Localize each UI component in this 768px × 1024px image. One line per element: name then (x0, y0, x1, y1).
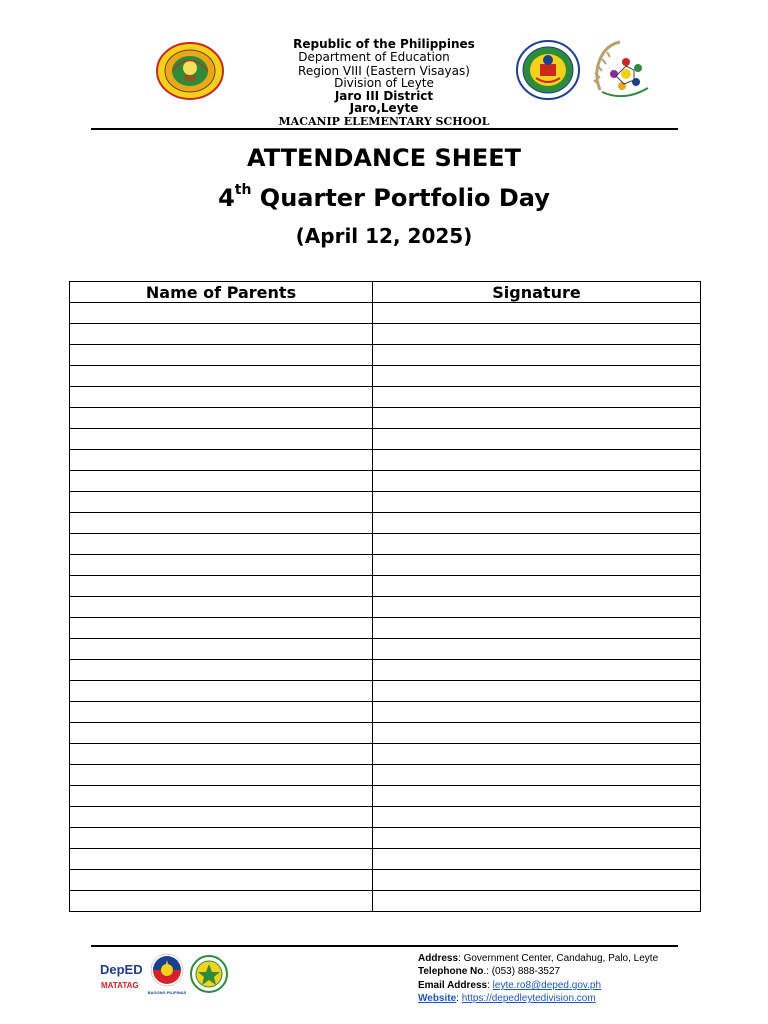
parent-name-cell[interactable] (70, 660, 373, 681)
table-row (70, 366, 701, 387)
signature-cell[interactable] (373, 471, 701, 492)
parent-name-cell[interactable] (70, 324, 373, 345)
table-row (70, 765, 701, 786)
subtitle-event-name: Quarter Portfolio Day (251, 184, 550, 212)
parent-name-cell[interactable] (70, 765, 373, 786)
header-division: Division of Leyte (334, 76, 434, 90)
table-row (70, 786, 701, 807)
column-header-signature: Signature (373, 282, 701, 303)
table-row (70, 450, 701, 471)
table-row (70, 555, 701, 576)
signature-cell[interactable] (373, 303, 701, 324)
parent-name-cell[interactable] (70, 744, 373, 765)
table-row (70, 513, 701, 534)
document-subtitle (0, 184, 768, 212)
table-row (70, 828, 701, 849)
parent-name-cell[interactable] (70, 492, 373, 513)
parent-name-cell[interactable] (70, 366, 373, 387)
header-district: Jaro III District (334, 89, 434, 103)
document-title: ATTENDANCE SHEET (247, 144, 521, 172)
signature-cell[interactable] (373, 387, 701, 408)
table-row (70, 702, 701, 723)
signature-cell[interactable] (373, 639, 701, 660)
email-link[interactable]: leyte.ro8@deped.gov.ph (492, 980, 602, 991)
parent-name-cell[interactable] (70, 891, 373, 912)
signature-cell[interactable] (373, 345, 701, 366)
school-seal-logo (516, 40, 580, 100)
parent-name-cell[interactable] (70, 387, 373, 408)
header-divider (91, 128, 678, 130)
parent-name-cell[interactable] (70, 849, 373, 870)
column-header-name-of-parents: Name of Parents (70, 282, 373, 303)
subtitle-ordinal-suffix: th (234, 182, 252, 198)
signature-cell[interactable] (373, 786, 701, 807)
table-row (70, 492, 701, 513)
table-row (70, 807, 701, 828)
footer-address (418, 952, 658, 966)
table-row (70, 597, 701, 618)
table-row (70, 429, 701, 450)
table-row (70, 534, 701, 555)
email-separator: : (487, 980, 493, 991)
signature-cell[interactable] (373, 366, 701, 387)
signature-cell[interactable] (373, 765, 701, 786)
table-row (70, 387, 701, 408)
bagong-pilipinas-caption: BAGONG PILIPINAS (147, 990, 187, 995)
header-municipality: Jaro,Leyte (349, 101, 419, 115)
parent-name-cell[interactable] (70, 471, 373, 492)
parent-name-cell[interactable] (70, 723, 373, 744)
header-department: Department of Education (298, 50, 450, 64)
signature-cell[interactable] (373, 870, 701, 891)
signature-cell[interactable] (373, 597, 701, 618)
website-separator: : (456, 993, 462, 1004)
table-header-row (70, 282, 701, 303)
signature-cell[interactable] (373, 492, 701, 513)
header-republic: Republic of the Philippines (293, 37, 475, 51)
signature-cell[interactable] (373, 723, 701, 744)
matatag-wordmark: MATATAG (101, 981, 139, 990)
header-region: Region VIII (Eastern Visayas) (298, 64, 470, 78)
signature-cell[interactable] (373, 744, 701, 765)
subtitle-quarter-number: 4 (218, 184, 235, 212)
table-row (70, 870, 701, 891)
table-row (70, 618, 701, 639)
signature-cell[interactable] (373, 513, 701, 534)
event-date: (April 12, 2025) (295, 224, 473, 248)
footer-website (418, 992, 596, 1006)
attendance-rows (70, 303, 701, 912)
signature-cell[interactable] (373, 660, 701, 681)
signature-cell[interactable] (373, 324, 701, 345)
parent-name-cell[interactable] (70, 534, 373, 555)
signature-cell[interactable] (373, 408, 701, 429)
parent-name-cell[interactable] (70, 597, 373, 618)
parent-name-cell[interactable] (70, 345, 373, 366)
website-label: Website (418, 993, 457, 1004)
footer-telephone (418, 965, 560, 979)
table-row (70, 408, 701, 429)
footer-divider (91, 945, 678, 947)
parent-name-cell[interactable] (70, 807, 373, 828)
signature-cell[interactable] (373, 702, 701, 723)
header-school-name: MACANIP ELEMENTARY SCHOOL (278, 115, 490, 128)
table-row (70, 471, 701, 492)
address-label: Address (418, 953, 459, 964)
table-row (70, 723, 701, 744)
table-row (70, 681, 701, 702)
signature-cell[interactable] (373, 807, 701, 828)
parent-name-cell[interactable] (70, 450, 373, 471)
signature-cell[interactable] (373, 849, 701, 870)
parent-name-cell[interactable] (70, 618, 373, 639)
attendance-table (69, 281, 701, 912)
signature-cell[interactable] (373, 429, 701, 450)
parent-name-cell[interactable] (70, 702, 373, 723)
email-label: Email Address (418, 980, 488, 991)
signature-cell[interactable] (373, 450, 701, 471)
parent-name-cell[interactable] (70, 513, 373, 534)
deped-wordmark: DepED (100, 962, 143, 977)
signature-cell[interactable] (373, 681, 701, 702)
signature-cell[interactable] (373, 618, 701, 639)
parent-name-cell[interactable] (70, 786, 373, 807)
parent-name-cell[interactable] (70, 429, 373, 450)
deped-matatag-logo (98, 952, 146, 996)
address-value: : Government Center, Candahug, Palo, Leyte (458, 953, 659, 964)
parent-name-cell[interactable] (70, 408, 373, 429)
community-emblem-logo (590, 40, 658, 102)
table-row (70, 324, 701, 345)
division-seal-logo (190, 954, 228, 994)
table-row (70, 891, 701, 912)
parent-name-cell[interactable] (70, 303, 373, 324)
signature-cell[interactable] (373, 534, 701, 555)
parent-name-cell[interactable] (70, 870, 373, 891)
signature-cell[interactable] (373, 576, 701, 597)
signature-cell[interactable] (373, 891, 701, 912)
table-row (70, 744, 701, 765)
table-row (70, 849, 701, 870)
signature-cell[interactable] (373, 555, 701, 576)
parent-name-cell[interactable] (70, 681, 373, 702)
parent-name-cell[interactable] (70, 576, 373, 597)
telephone-label: Telephone No (418, 966, 484, 977)
parent-name-cell[interactable] (70, 555, 373, 576)
parent-name-cell[interactable] (70, 828, 373, 849)
table-row (70, 303, 701, 324)
footer-email (418, 979, 601, 993)
table-row (70, 345, 701, 366)
parent-name-cell[interactable] (70, 639, 373, 660)
table-row (70, 576, 701, 597)
telephone-value: .: (053) 888-3527 (483, 966, 561, 977)
signature-cell[interactable] (373, 828, 701, 849)
table-row (70, 660, 701, 681)
website-link[interactable]: https://depedleytedivision.com (461, 993, 596, 1004)
table-row (70, 639, 701, 660)
